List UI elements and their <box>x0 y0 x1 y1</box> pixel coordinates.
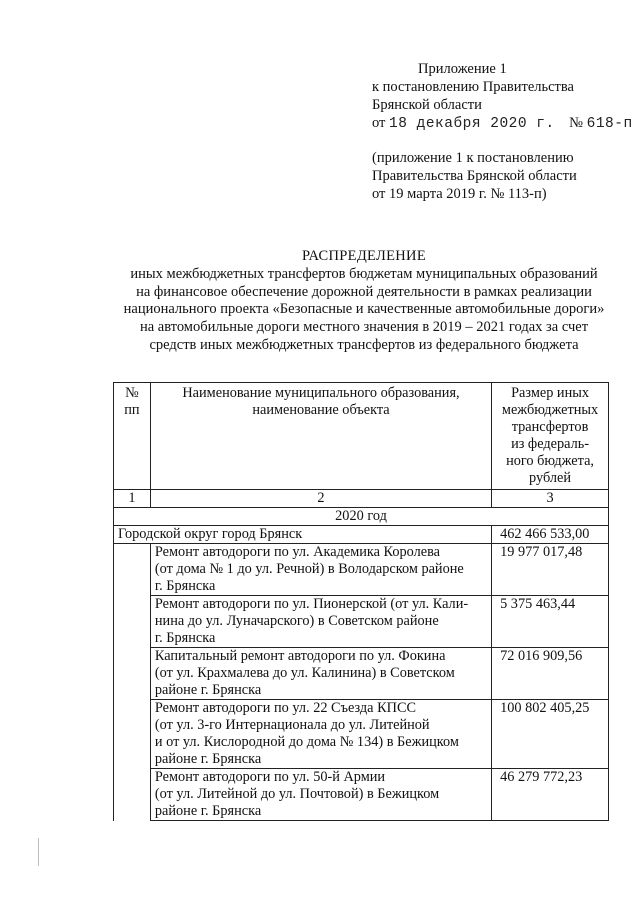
document-title <box>100 248 628 355</box>
object-name <box>150 648 491 700</box>
column-number-1: 1 <box>114 490 151 508</box>
header-name <box>150 383 491 490</box>
column-number-2: 2 <box>150 490 491 508</box>
date-prefix: от <box>372 115 386 131</box>
object-amount: 5 375 463,44 <box>492 596 609 648</box>
title-line-2: на финансовое обеспечение дорожной деятельности в рамках реализации <box>136 283 592 300</box>
title-line-1: иных межбюджетных трансфертов бюджетам муниципальных образований <box>130 265 598 282</box>
title-line-5: средств иных межбюджетных трансфертов из федерального бюджета <box>149 336 579 353</box>
object-line: нина до ул. Луначарского) в Советском районе <box>154 613 439 629</box>
object-name <box>150 700 491 769</box>
object-name <box>150 596 491 648</box>
object-name <box>150 544 491 596</box>
object-line: (от ул. Литейной до ул. Почтовой) в Бежицком <box>154 786 440 802</box>
header-amount-line-4: из федераль- <box>511 436 590 452</box>
header-amount-line-1: Размер иных <box>511 385 589 401</box>
appendix-date-line <box>372 114 633 133</box>
previous-version-note <box>372 149 577 203</box>
object-amount: 72 016 909,56 <box>492 648 609 700</box>
object-line: (от ул. Крахмалева до ул. Калинина) в Советском <box>154 665 455 681</box>
header-amount-line-5: ного бюджета, <box>506 453 594 469</box>
header-name-line-2: наименование объекта <box>252 402 390 418</box>
object-amount: 46 279 772,23 <box>492 769 609 821</box>
title-heading: РАСПРЕДЕЛЕНИЕ <box>302 248 426 264</box>
object-line: районе г. Брянска <box>154 751 262 767</box>
column-number-row <box>114 490 609 508</box>
row-number-cell <box>114 769 151 821</box>
table-row <box>114 769 609 821</box>
header-amount <box>492 383 609 490</box>
scan-mark <box>38 838 39 866</box>
header-number-line-1: № <box>125 385 139 401</box>
table-row <box>114 544 609 596</box>
appendix-line-2: к постановлению Правительства <box>372 79 574 95</box>
object-line: Ремонт автодороги по ул. Академика Королева <box>154 544 441 560</box>
object-line: Ремонт автодороги по ул. Пионерской (от ул. Кали- <box>154 596 469 612</box>
object-line: (от ул. 3-го Интернационала до ул. Литейной <box>154 717 430 733</box>
object-name <box>150 769 491 821</box>
header-amount-line-2: межбюджетных <box>501 402 599 418</box>
object-line: Капитальный ремонт автодороги по ул. Фокина <box>154 648 446 664</box>
object-line: районе г. Брянска <box>154 803 262 819</box>
previous-line-3: от 19 марта 2019 г. № 113-п) <box>372 186 547 202</box>
year-label: 2020 год <box>114 508 609 526</box>
date-stamp: 18 декабря 2020 г. <box>389 116 555 132</box>
object-amount: 100 802 405,25 <box>492 700 609 769</box>
object-line: (от дома № 1 до ул. Речной) в Володарском районе <box>154 561 464 577</box>
row-number-cell <box>114 648 151 700</box>
row-number-cell <box>114 596 151 648</box>
appendix-line-3: Брянской области <box>372 97 482 113</box>
row-number-cell <box>114 700 151 769</box>
table-header-row <box>114 383 609 490</box>
municipality-row <box>114 526 609 544</box>
title-line-3: национального проекта «Безопасные и качественные автомобильные дороги» <box>123 301 605 318</box>
number-prefix: № <box>569 115 584 131</box>
table-row <box>114 648 609 700</box>
object-line: и от ул. Кислородной до дома № 134) в Бежицком <box>154 734 459 750</box>
table-row <box>114 700 609 769</box>
object-line: районе г. Брянска <box>154 682 262 698</box>
header-amount-line-3: трансфертов <box>511 419 589 435</box>
previous-line-2: Правительства Брянской области <box>372 168 577 184</box>
header-number <box>114 383 151 490</box>
municipality-amount: 462 466 533,00 <box>492 526 609 544</box>
header-amount-line-6: рублей <box>529 470 572 486</box>
row-number-cell <box>114 544 151 596</box>
title-line-4: на автомобильные дороги местного значения в 2019 – 2021 годах за счет <box>139 319 589 336</box>
header-name-line-1: Наименование муниципального образования, <box>182 385 460 401</box>
previous-line-1: (приложение 1 к постановлению <box>372 150 574 166</box>
appendix-block <box>372 60 633 133</box>
column-number-3: 3 <box>492 490 609 508</box>
municipality-name: Городской округ город Брянск <box>114 526 492 544</box>
object-line: Ремонт автодороги по ул. 50-й Армии <box>154 769 386 785</box>
table-row <box>114 596 609 648</box>
object-line: г. Брянска <box>154 578 216 594</box>
distribution-table <box>113 382 609 821</box>
header-number-line-2: пп <box>124 402 140 418</box>
object-amount: 19 977 017,48 <box>492 544 609 596</box>
appendix-title: Приложение 1 <box>418 61 507 77</box>
object-line: г. Брянска <box>154 630 216 646</box>
number-stamp: 618-п <box>586 116 633 132</box>
object-line: Ремонт автодороги по ул. 22 Съезда КПСС <box>154 700 417 716</box>
year-row <box>114 508 609 526</box>
